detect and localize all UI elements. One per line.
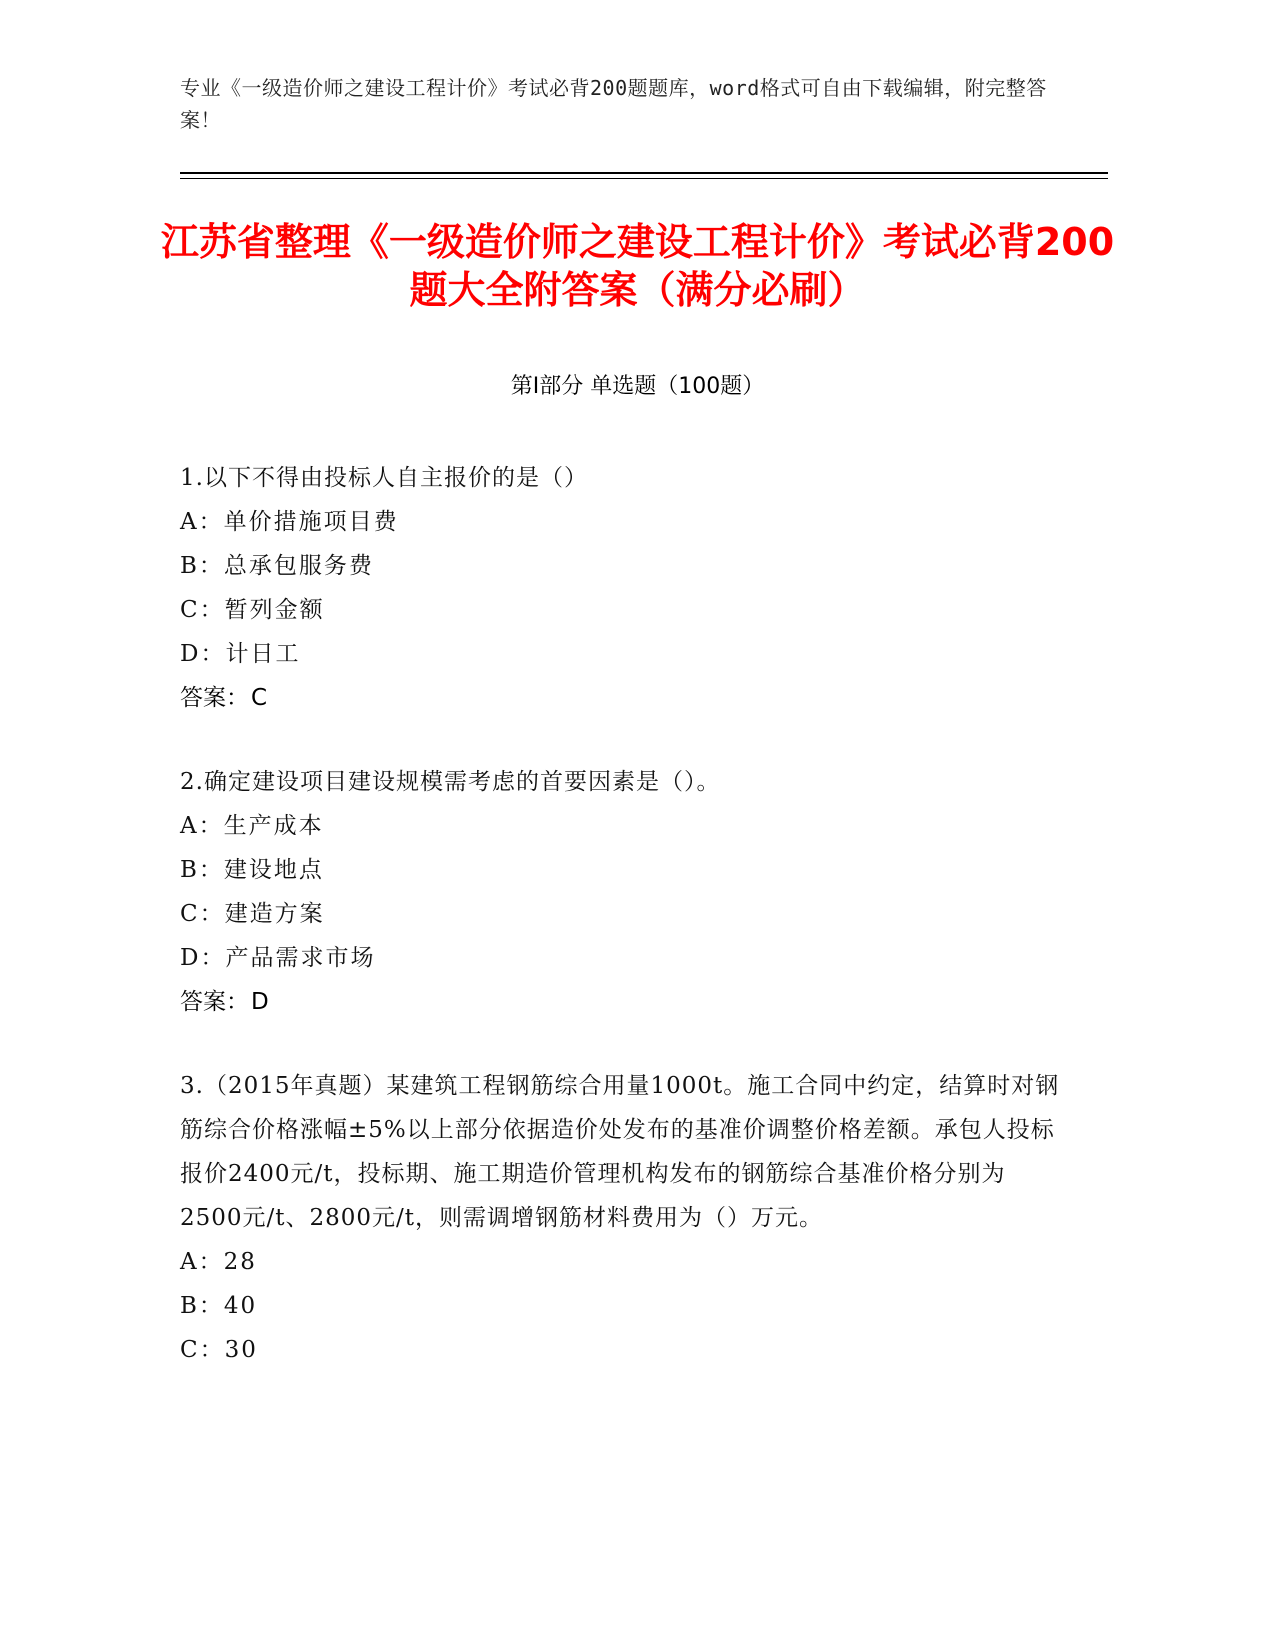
answer-value: D [251,989,269,1015]
option-d: D：计日工 [180,641,301,667]
question-stem: 1.以下不得由投标人自主报价的是（） [180,465,588,491]
section-title: 第I部分 单选题（100题） [510,374,765,399]
question-stem: 2.确定建设项目建设规模需考虑的首要因素是（）。 [180,769,721,795]
option-a: A：生产成本 [180,813,324,839]
option-c: C：30 [180,1337,258,1363]
question-stem: 3.（2015年真题）某建筑工程钢筋综合用量1000t。施工合同中约定，结算时对钢筋综合价格涨幅±5%以上部分依据造价处发布的基准价调整价格差额。承包人投标报价2400元/t，投标期、施工期造价管理机构发布的钢筋综合基准价格分别为2500元/t、2800元/t，则需调增钢筋材料费用为（）万元。 [180,1073,1060,1231]
answer-label: 答案： [180,685,249,711]
answer-label: 答案： [180,989,249,1015]
option-b: B：总承包服务费 [180,553,374,579]
answer-value: C [251,685,268,711]
option-a: A：28 [180,1249,257,1275]
option-c: C：暂列金额 [180,597,325,623]
option-b: B：40 [180,1293,258,1319]
answer-line [180,980,1060,1024]
header-divider [180,172,1108,174]
question-2 [180,760,1060,1024]
option-d: D：产品需求市场 [180,945,376,971]
question-list [180,456,1060,1412]
question-1 [180,456,1060,720]
option-c: C：建造方案 [180,901,325,927]
document-title: 江苏省整理《一级造价师之建设工程计价》考试必背200题大全附答案（满分必刷） [160,220,1115,312]
header-note: 专业《一级造价师之建设工程计价》考试必背200题题库，word格式可自由下载编辑，附完整答案！ [180,76,1047,132]
option-b: B：建设地点 [180,857,324,883]
question-3 [180,1064,1060,1372]
header-divider-thin [180,178,1108,179]
option-a: A：单价措施项目费 [180,509,399,535]
answer-line [180,676,1060,720]
